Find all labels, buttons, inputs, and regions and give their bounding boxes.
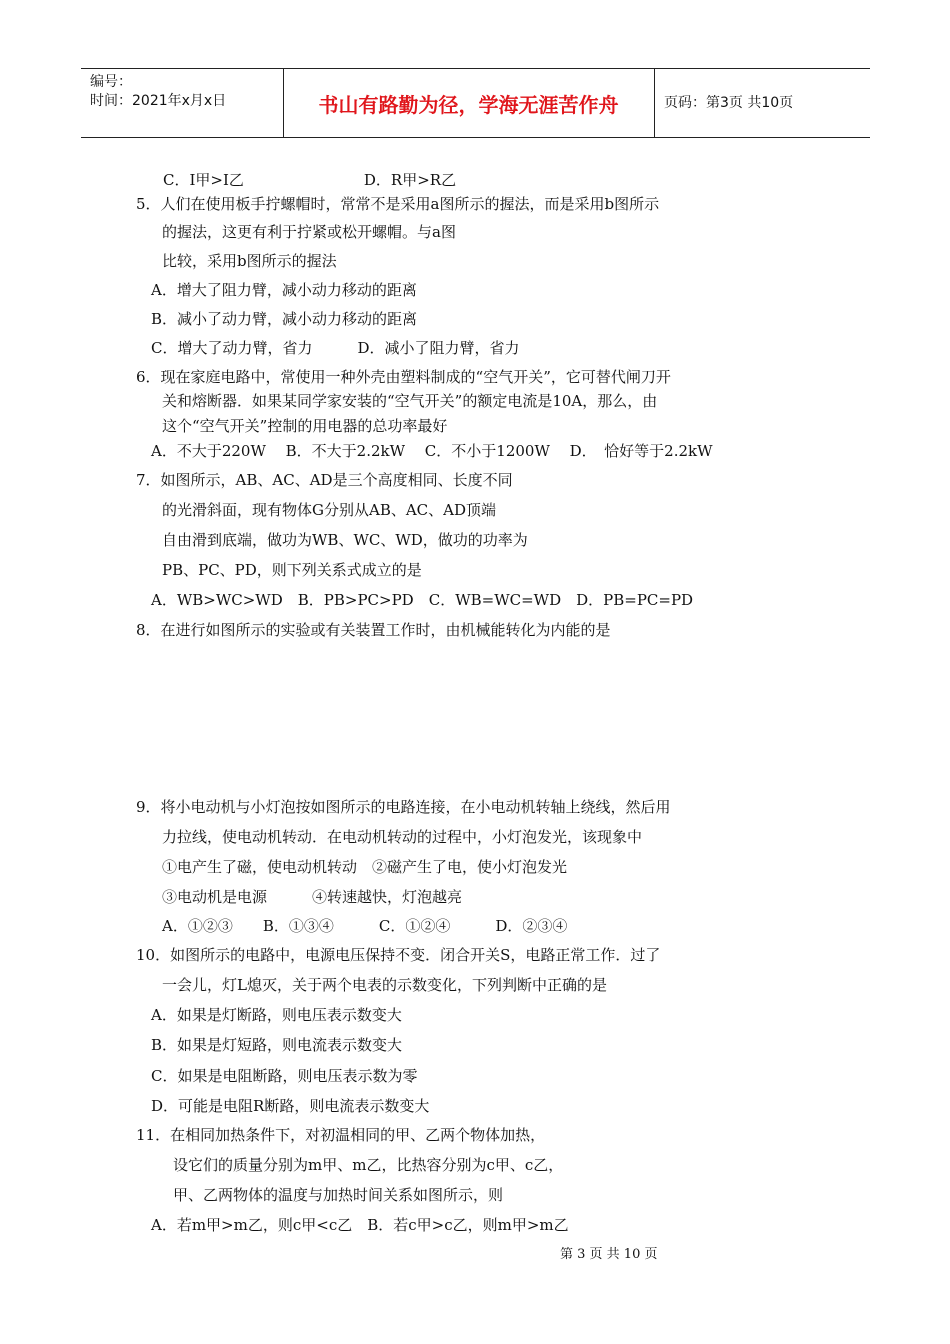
text-line: D．可能是电阻R断路，则电流表示数变大 <box>151 1097 430 1115</box>
date-label: 时间：2021年x月x日 <box>90 93 227 109</box>
text-line: B．减小了动力臂，减小动力移动的距离 <box>151 310 418 328</box>
text-line: C．增大了动力臂，省力 D．减小了阻力臂，省力 <box>151 339 520 357</box>
text-line: 比较，采用b图所示的握法 <box>162 252 337 270</box>
text-line: 的光滑斜面，现有物体G分别从AB、AC、AD顶端 <box>162 501 497 519</box>
page-header <box>81 68 870 138</box>
header-right-cell <box>654 69 870 137</box>
page-info: 页码：第3页 共10页 <box>664 95 794 111</box>
text-line: 11．在相同加热条件下，对初温相同的甲、乙两个物体加热， <box>136 1126 546 1144</box>
figure-placeholder <box>136 650 836 790</box>
text-line: ③电动机是电源 ④转速越快，灯泡越亮 <box>162 888 463 906</box>
text-line: 8．在进行如图所示的实验或有关装置工作时，由机械能转化为内能的是 <box>136 621 611 639</box>
text-line: 设它们的质量分别为m甲、m乙，比热容分别为c甲、c乙， <box>173 1156 564 1174</box>
text-line: 5．人们在使用板手拧螺帽时，常常不是采用a图所示的握法，而是采用b图所示 <box>136 195 660 213</box>
text-line: C．如果是电阻断路，则电压表示数为零 <box>151 1067 418 1085</box>
text-line: 甲、乙两物体的温度与加热时间关系如图所示，则 <box>173 1186 504 1204</box>
text-line: B．如果是灯短路，则电流表示数变大 <box>151 1036 403 1054</box>
text-line: A．WB>WC>WD B．PB>PC>PD C．WB=WC=WD D．PB=PC=PD <box>151 591 694 609</box>
text-line: 的握法，这更有利于拧紧或松开螺帽。与a图 <box>162 223 456 241</box>
text-line: PB、PC、PD，则下列关系式成立的是 <box>162 561 422 579</box>
text-line: A．①②③ B．①③④ C．①②④ D．②③④ <box>162 917 568 935</box>
text-line: 力拉线，使电动机转动．在电动机转动的过程中，小灯泡发光，该现象中 <box>162 828 643 846</box>
header-middle-cell <box>283 69 655 137</box>
text-line: 自由滑到底端，做功为WB、WC、WD，做功的功率为 <box>162 531 528 549</box>
text-line: A．若m甲>m乙，则c甲<c乙 B．若c甲>c乙，则m甲>m乙 <box>151 1216 569 1234</box>
text-line: 9．将小电动机与小灯泡按如图所示的电路连接，在小电动机转轴上绕线，然后用 <box>136 798 671 816</box>
text-line: A．不大于220W B．不大于2.2kW C．不小于1200W D． 恰好等于2.2kW <box>151 442 713 460</box>
text-line: 一会儿，灯L熄灭，关于两个电表的示数变化，下列判断中正确的是 <box>162 976 607 994</box>
code-label: 编号： <box>90 74 132 90</box>
text-line: 关和熔断器．如果某同学家安装的“空气开关”的额定电流是10A，那么，由 <box>162 392 658 410</box>
header-left-cell <box>81 69 284 137</box>
text-line: 7．如图所示，AB、AC、AD是三个高度相同、长度不同 <box>136 471 513 489</box>
text-line: ①电产生了磁，使电动机转动 ②磁产生了电，使小灯泡发光 <box>162 858 568 876</box>
text-line: C．I甲>I乙 D．R甲>R乙 <box>163 171 457 189</box>
motto: 书山有路勤为径，学海无涯苦作舟 <box>318 93 619 117</box>
text-line: 这个“空气开关”控制的用电器的总功率最好 <box>162 417 448 435</box>
page-footer: 第 3 页 共 10 页 <box>560 1247 658 1262</box>
text-line: 10．如图所示的电路中，电源电压保持不变．闭合开关S，电路正常工作．过了 <box>136 946 661 964</box>
text-line: 6．现在家庭电路中，常使用一种外壳由塑料制成的“空气开关”，它可替代闸刀开 <box>136 368 671 386</box>
text-line: A．增大了阻力臂，减小动力移动的距离 <box>151 281 417 299</box>
text-line: A．如果是灯断路，则电压表示数变大 <box>151 1006 402 1024</box>
